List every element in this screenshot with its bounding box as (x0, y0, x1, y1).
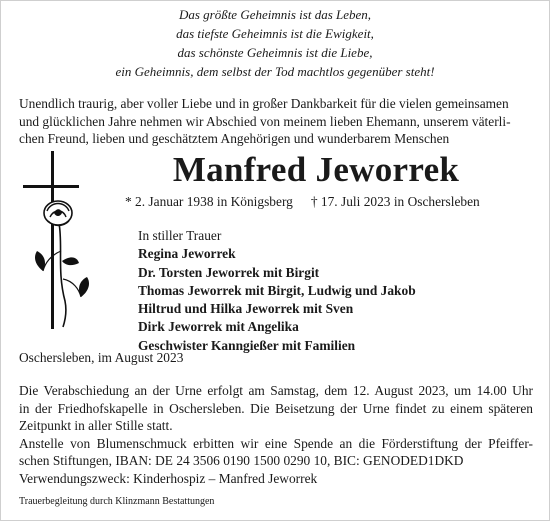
life-dates (125, 193, 480, 211)
poem-line: das tiefste Geheimnis ist die Ewigkeit, (176, 26, 374, 41)
mourner-name: Dirk Jeworrek mit Angelika (138, 319, 299, 335)
mourner-name: Dr. Torsten Jeworrek mit Birgit (138, 264, 320, 280)
intro-line: chen Freund, lieben und geschätztem Angehörigen und wunderbarem Menschen (19, 131, 450, 146)
poem-line: Das größte Geheimnis ist das Leben, (178, 7, 372, 22)
poem-line: ein Geheimnis, dem selbst der Tod machtlos gegenüber steht! (115, 64, 435, 79)
details-line: Verwendungszweck: Kinderhospiz – Manfred Jeworrek (19, 470, 318, 486)
death-date: † 17. Juli 2023 in Oschersleben (310, 194, 480, 209)
details-line: in der Friedhofskapelle in Oschersleben. Die Beisetzung der Urne findet zu einem späteren (19, 400, 533, 416)
mourner-name: Regina Jeworrek (138, 246, 236, 262)
intro-text (19, 95, 533, 148)
funeral-details (19, 382, 533, 488)
details-line: Zeitpunkt in aller Stille statt. (19, 418, 173, 434)
intro-line: Unendlich traurig, aber voller Liebe und in großer Dankbarkeit für die vielen gemeinsamen (19, 96, 509, 111)
details-line: schen Stiftungen, IBAN: DE 24 3506 0190 1500 0290 10, BIC: GENODED1DKD (19, 453, 464, 469)
cross-with-rose-icon (21, 151, 91, 331)
place-and-date: Oschersleben, im August 2023 (19, 350, 184, 365)
mourner-name: Geschwister Kanngießer mit Familien (138, 337, 356, 353)
poem-line: das schönste Geheimnis ist die Liebe, (177, 45, 373, 60)
mourner-name: Thomas Jeworrek mit Birgit, Ludwig und Jakob (138, 282, 416, 298)
deceased-name: Manfred Jeworrek (172, 150, 460, 189)
funeral-home-credit: Trauerbegleitung durch Klinzmann Bestattungen (19, 496, 215, 507)
intro-line: und glücklichen Jahre nehmen wir Abschied von meinem lieben Ehemann, unserem väterli- (19, 113, 511, 129)
mourners-heading: In stiller Trauer (138, 228, 222, 243)
mourners-block (138, 227, 416, 355)
details-line: Anstelle von Blumenschmuck erbitten wir eine Spende an die Förderstiftung der Pfeiffer- (19, 435, 533, 451)
poem (1, 5, 549, 81)
mourner-name: Hiltrud und Hilka Jeworrek mit Sven (138, 301, 354, 317)
birth-date: * 2. Januar 1938 in Königsberg (125, 194, 293, 209)
details-line: Die Verabschiedung an der Urne erfolgt am Samstag, dem 12. August 2023, um 14.00 Uhr (19, 383, 533, 398)
mourners-list (138, 245, 416, 355)
